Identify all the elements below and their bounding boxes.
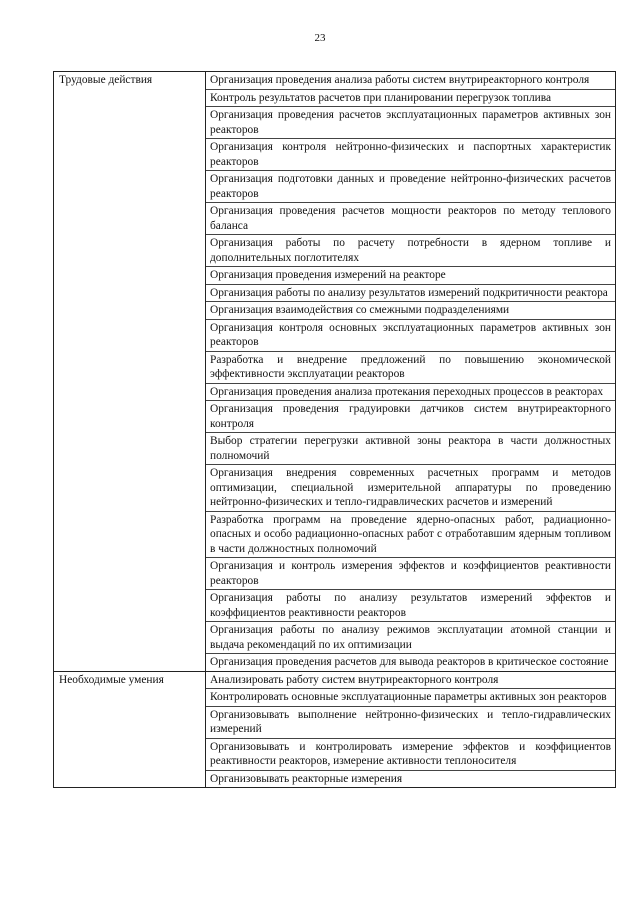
list-item: Организация работы по анализу режимов эксплуатации атомной станции и выдача рекомендаций по их оптимизации: [206, 621, 615, 653]
requirements-table: [53, 71, 616, 788]
list-item: Организовывать реакторные измерения: [206, 770, 615, 788]
section-row: [54, 671, 616, 788]
list-item: Организация и контроль измерения эффектов и коэффициентов реактивности реакторов: [206, 557, 615, 589]
list-item: Организация проведения измерений на реакторе: [206, 266, 615, 284]
list-item: Разработка программ на проведение ядерно-опасных работ, радиационно-опасных и особо радиационно-опасных работ с отработавшим ядерным топливом в части должностных полномочий: [206, 511, 615, 558]
list-item: Организация проведения анализа протекания переходных процессов в реакторах: [206, 383, 615, 401]
list-item: Организация контроля нейтронно-физических и паспортных характеристик реакторов: [206, 138, 615, 170]
section-items: [206, 72, 616, 672]
list-item: Контроль результатов расчетов при планировании перегрузок топлива: [206, 89, 615, 107]
list-item: Разработка и внедрение предложений по повышению экономической эффективности эксплуатации реакторов: [206, 351, 615, 383]
section-label: Необходимые умения: [54, 671, 206, 788]
page-number: 23: [314, 32, 326, 44]
list-item: Организация работы по расчету потребности в ядерном топливе и дополнительных поглотителях: [206, 234, 615, 266]
section-label: Трудовые действия: [54, 72, 206, 672]
section-row: [54, 72, 616, 672]
list-item: Организация работы по анализу результатов измерений подкритичности реактора: [206, 284, 615, 302]
list-item: Анализировать работу систем внутриреакторного контроля: [210, 673, 499, 686]
list-item: Организация подготовки данных и проведение нейтронно-физических расчетов реакторов: [206, 170, 615, 202]
list-item: Организация проведения расчетов эксплуатационных параметров активных зон реакторов: [206, 106, 615, 138]
list-item: Организация проведения анализа работы систем внутриреакторного контроля: [210, 74, 590, 86]
list-item: Организовывать выполнение нейтронно-физических и тепло-гидравлических измерений: [206, 706, 615, 738]
list-item: Организация проведения расчетов для вывода реакторов в критическое состояние: [206, 653, 615, 671]
list-item: Выбор стратегии перегрузки активной зоны реактора в части должностных полномочий: [206, 432, 615, 464]
list-item: Организация контроля основных эксплуатационных параметров активных зон реакторов: [206, 319, 615, 351]
list-item: Контролировать основные эксплуатационные параметры активных зон реакторов: [206, 688, 615, 706]
list-item: Организация взаимодействия со смежными подразделениями: [206, 301, 615, 319]
list-item: Организация внедрения современных расчетных программ и методов оптимизации, специальной измерительной аппаратуры по проведению нейтронно-физических и тепло-гидравлических расчетов и измерений: [206, 464, 615, 511]
list-item: Организация проведения расчетов мощности реакторов по методу теплового баланса: [206, 202, 615, 234]
section-items: [206, 671, 616, 788]
list-item: Организовывать и контролировать измерение эффектов и коэффициентов реактивности реакторов, измерение активности теплоносителя: [206, 738, 615, 770]
list-item: Организация работы по анализу результатов измерений эффектов и коэффициентов реактивности реакторов: [206, 589, 615, 621]
list-item: Организация проведения градуировки датчиков систем внутриреакторного контроля: [206, 400, 615, 432]
